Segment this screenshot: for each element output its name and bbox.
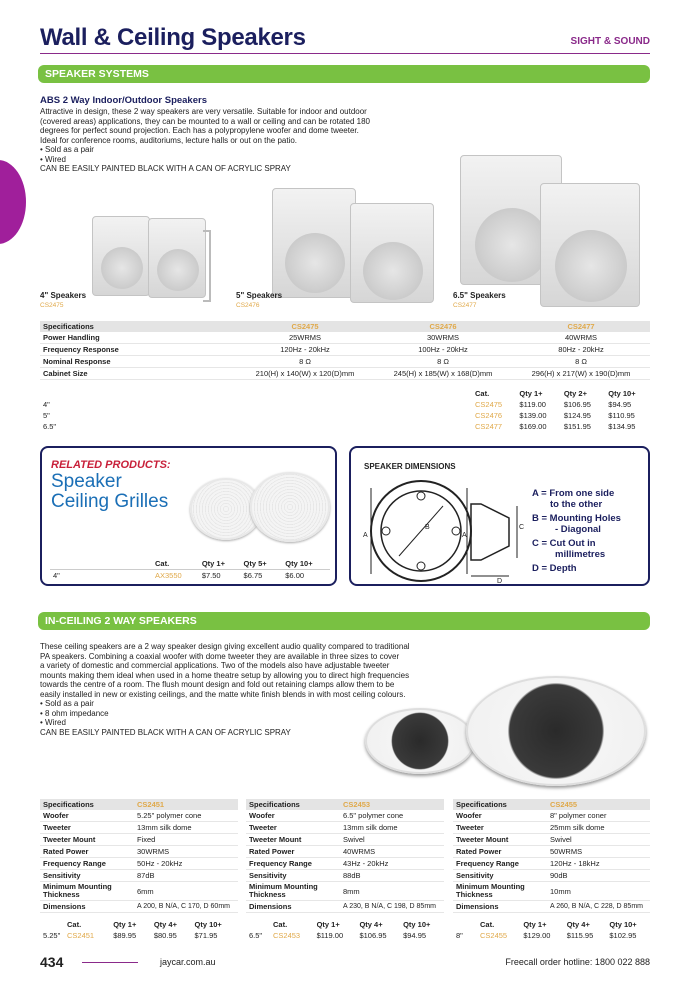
table-row: Dimensions A 230, B N/A, C 198, D 85mm: [246, 901, 444, 913]
bullet: • Sold as a pair: [40, 145, 94, 154]
table-row: 4" CS2475 $119.00 $106.95 $94.95: [43, 400, 632, 409]
table-row: 8" CS2455 $129.00 $115.95 $102.95: [456, 931, 637, 940]
table-row: Tweeter Mount Fixed: [40, 834, 238, 846]
grille-image-2: [250, 472, 330, 542]
image-label-4in: 4" Speakers: [40, 291, 87, 300]
table-row: 5.25" CS2451 $89.95 $80.95 $71.95: [43, 931, 218, 940]
price-table-cs2453: Cat. Qty 1+ Qty 4+ Qty 10+ 6.5" CS2453 $119.00 $106.95 $94.95: [246, 919, 444, 941]
speaker-image-4in-right: [148, 218, 206, 298]
related-title: RELATED PRODUCTS:: [51, 459, 171, 471]
dim-letter-c: C: [519, 524, 525, 531]
table-row: Minimum Mounting Thickness 6mm: [40, 882, 238, 901]
speaker-dimensions-box: [349, 446, 650, 586]
price-table-cs2451: Cat. Qty 1+ Qty 4+ Qty 10+ 5.25" CS2451 $89.95 $80.95 $71.95: [40, 919, 238, 941]
table-row: Sensitivity 87dB: [40, 870, 238, 882]
table-row: 6.5" CS2453 $119.00 $106.95 $94.95: [249, 931, 427, 940]
dimensions-title: SPEAKER DIMENSIONS: [364, 462, 456, 471]
bullet: • Wired: [40, 154, 66, 164]
table-row: Power Handling 25WRMS 30WRMS 40WRMS: [40, 332, 650, 344]
table-row: Dimensions A 200, B N/A, C 170, D 60mm: [40, 901, 238, 913]
spec-table-cs2453: Specifications CS2453 Woofer 6.5" polymer cone Tweeter 13mm silk dome Tweeter Mount Swivel Rated Power 40WRMS Frequency Range 43Hz - 20kHz Sensitivity 88dB Minimum Mounting Thickness 8mm Dimensions A 230, B N/A, C 198, D 85mm: [246, 799, 444, 913]
table-row: Woofer 6.5" polymer cone: [246, 810, 444, 822]
table-row: Dimensions A 260, B N/A, C 228, D 85mm: [453, 901, 650, 913]
dimensions-legend: A = From one side to the other B = Mounting Holes - Diagonal C = Cut Out in millimetres D = Depth: [532, 488, 621, 574]
footer-url[interactable]: jaycar.com.au: [160, 957, 216, 967]
table-row: Frequency Range 50Hz - 20kHz: [40, 858, 238, 870]
image-label-65in: 6.5" Speakers: [453, 291, 506, 300]
table-row: Sensitivity 90dB: [453, 870, 650, 882]
table-row: Cabinet Size 210(H) x 140(W) x 120(D)mm 245(H) x 185(W) x 168(D)mm 296(H) x 217(W) x 190(D)mm: [40, 368, 650, 380]
ceiling-spec-block-3: [453, 799, 650, 941]
speaker-image-5in-left: [272, 188, 356, 298]
dim-letter-a: A: [363, 532, 368, 539]
page-number: 434: [40, 954, 64, 970]
dimensions-diagram: [359, 476, 539, 586]
footer-hotline: Freecall order hotline: 1800 022 888: [505, 957, 650, 967]
ceiling-speaker-image-small: [365, 708, 475, 774]
table-row: Rated Power 40WRMS: [246, 846, 444, 858]
price-table-cs2455: Cat. Qty 1+ Qty 4+ Qty 10+ 8" CS2455 $129.00 $115.95 $102.95: [453, 919, 650, 941]
section-bar-speaker-systems: SPEAKER SYSTEMS: [38, 65, 650, 83]
dim-letter-d: D: [497, 578, 503, 585]
related-subtitle: Speaker Ceiling Grilles: [51, 471, 169, 512]
price-table-related: Cat. Qty 1+ Qty 5+ Qty 10+ 4" AX3550 $7.50 $6.75 $6.00: [50, 558, 330, 581]
bullet: • Wired: [40, 718, 66, 727]
table-row: 5" CS2476 $139.00 $124.95 $110.95: [43, 411, 635, 420]
spec-table-speaker-systems: Specifications CS2475 CS2476 CS2477 Power Handling 25WRMS 30WRMS 40WRMS Frequency Response 120Hz - 20kHz 100Hz - 20kHz 80Hz - 20kHz Nominal Response 8 Ω 8 Ω 8 Ω Cabinet Size 210(H) x 140(W) x 120(D)mm 245(H) x 185(W) x 168(D)mm 296(H) x 217(W) x 190(D)mm: [40, 321, 650, 380]
ceiling-speaker-image-large: [466, 676, 646, 786]
table-row: Sensitivity 88dB: [246, 870, 444, 882]
price-table-speaker-systems: Cat. Qty 1+ Qty 2+ Qty 10+ 4" CS2475 $119.00 $106.95 $94.95 5" CS2476 $139.00 $124.95 $110.95 6.5" CS2477 $169.00 $151.95 $134.95: [40, 388, 650, 432]
table-row: Woofer 8" polymer coner: [453, 810, 650, 822]
paint-note: CAN BE EASILY PAINTED BLACK WITH A CAN OF ACRYLIC SPRAY: [40, 164, 291, 173]
table-row: Frequency Response 120Hz - 20kHz 100Hz - 20kHz 80Hz - 20kHz: [40, 344, 650, 356]
table-row: Tweeter 13mm silk dome: [246, 822, 444, 834]
table-row: Rated Power 30WRMS: [40, 846, 238, 858]
image-cat-65in: CS2477: [453, 302, 477, 309]
table-row: Tweeter Mount Swivel: [453, 834, 650, 846]
mount-bracket: [203, 230, 211, 302]
table-row: Tweeter Mount Swivel: [246, 834, 444, 846]
table-row: Tweeter 13mm silk dome: [40, 822, 238, 834]
dim-letter-b: B: [425, 524, 430, 531]
bullet: • Sold as a pair: [40, 699, 94, 708]
section-tab: [0, 160, 26, 244]
paint-note: CAN BE EASILY PAINTED BLACK WITH A CAN OF ACRYLIC SPRAY: [40, 727, 291, 737]
in-ceiling-description: These ceiling speakers are a 2 way speaker design giving excellent audio quality compared to traditional PA speakers. Combining a coaxial woofer with dome tweeter they are available in three sizes to cover a variety of domestic and commercial applications. Two of the models also have adjustable tweeter mounts making them ideal when used in a home theatre setup by allowing you to direct high frequencies towards the centre of a room. The flush mount design and fold out retaining clamps allow them to be easily installed in new or existing ceilings, and the matte white finish blends in with most ceiling colours. • Sold as a pair • 8 ohm impedance • Wired CAN BE EASILY PAINTED BLACK WITH A CAN OF ACRYLIC SPRAY: [40, 642, 460, 737]
image-cat-5in: CS2476: [236, 302, 260, 309]
table-row: Minimum Mounting Thickness 10mm: [453, 882, 650, 901]
bullet: • 8 ohm impedance: [40, 708, 109, 718]
image-label-5in: 5" Speakers: [236, 291, 283, 300]
spec-table-cs2451: Specifications CS2451 Woofer 5.25" polymer cone Tweeter 13mm silk dome Tweeter Mount Fixed Rated Power 30WRMS Frequency Range 50Hz - 20kHz Sensitivity 87dB Minimum Mounting Thickness 6mm Dimensions A 200, B N/A, C 170, D 60mm: [40, 799, 238, 913]
section-bar-in-ceiling: IN-CEILING 2 WAY SPEAKERS: [38, 612, 650, 630]
table-row: 4" AX3550 $7.50 $6.75 $6.00: [50, 570, 330, 582]
product-description: Attractive in design, these 2 way speakers are very versatile. Suitable for indoor and outdoor (covered areas) applications, they can be mounted to a wall or ceiling and can be rotated 180 degrees for perfect sound projection. Each has a polypropylene woofer and dome tweeter. Ideal for conference rooms, auditoriums, lecture halls or out on the patio. • Sold as a pair • Wired CAN BE EASILY PAINTED BLACK WITH A CAN OF ACRYLIC SPRAY: [40, 107, 420, 174]
table-row: 6.5" CS2477 $169.00 $151.95 $134.95: [43, 422, 636, 431]
ceiling-spec-block-1: [40, 799, 238, 941]
page-title: Wall & Ceiling Speakers: [40, 24, 306, 51]
table-row: Tweeter 25mm silk dome: [453, 822, 650, 834]
product-heading: ABS 2 Way Indoor/Outdoor Speakers: [40, 95, 207, 106]
title-divider: [40, 53, 650, 54]
table-row: Frequency Range 120Hz - 18kHz: [453, 858, 650, 870]
speaker-image-4in-left: [92, 216, 150, 296]
table-row: Nominal Response 8 Ω 8 Ω 8 Ω: [40, 356, 650, 368]
image-cat-4in: CS2475: [40, 302, 64, 309]
table-row: Woofer 5.25" polymer cone: [40, 810, 238, 822]
speaker-image-5in-right: [350, 203, 434, 303]
category-tag: SIGHT & SOUND: [570, 36, 650, 47]
table-row: Rated Power 50WRMS: [453, 846, 650, 858]
table-row: Minimum Mounting Thickness 8mm: [246, 882, 444, 901]
ceiling-spec-block-2: [246, 799, 444, 941]
footer-rule: [82, 962, 138, 963]
related-products-box: [40, 446, 337, 586]
speaker-image-65in-right: [540, 183, 640, 307]
spec-table-cs2455: Specifications CS2455 Woofer 8" polymer coner Tweeter 25mm silk dome Tweeter Mount Swivel Rated Power 50WRMS Frequency Range 120Hz - 18kHz Sensitivity 90dB Minimum Mounting Thickness 10mm Dimensions A 260, B N/A, C 228, D 85mm: [453, 799, 650, 913]
table-row: Frequency Range 43Hz - 20kHz: [246, 858, 444, 870]
dim-letter-a-side: A: [462, 532, 467, 539]
